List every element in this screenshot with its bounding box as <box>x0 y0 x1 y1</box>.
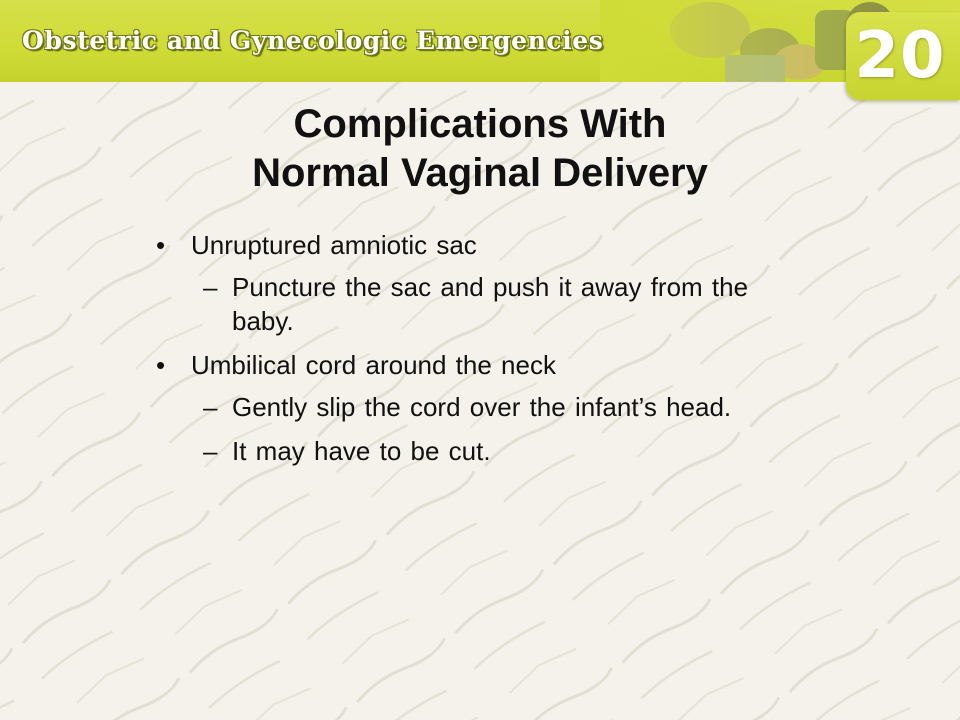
sub-bullet-text: It may have to be cut. <box>232 436 491 466</box>
bullet-list <box>150 228 790 478</box>
header-banner <box>0 0 960 82</box>
bullet-item <box>150 228 790 262</box>
sub-bullet-text: Puncture the sac and push it away from the baby. <box>232 272 749 336</box>
sub-bullet-text: Gently slip the cord over the infant’s head. <box>232 392 732 422</box>
chapter-tab <box>846 12 960 100</box>
banner-title: Obstetric and Gynecologic Emergencies <box>22 26 604 55</box>
bullet-mark: • <box>156 350 166 380</box>
dash-mark: – <box>203 272 218 302</box>
sub-bullet-item <box>150 390 790 424</box>
dash-mark: – <box>203 436 218 466</box>
bullet-text: Umbilical cord around the neck <box>191 350 556 380</box>
chapter-number: 20 <box>854 19 946 93</box>
bullet-mark: • <box>156 230 166 260</box>
slide-title-line-2: Normal Vaginal Delivery <box>252 151 708 195</box>
dash-mark: – <box>203 392 218 422</box>
bullet-text: Unruptured amniotic sac <box>191 230 477 260</box>
slide-title-line-1: Complications With <box>293 102 667 146</box>
sub-bullet-item <box>150 434 790 468</box>
sub-bullet-item <box>150 270 790 338</box>
slide-title <box>150 100 810 198</box>
bullet-item <box>150 348 790 382</box>
